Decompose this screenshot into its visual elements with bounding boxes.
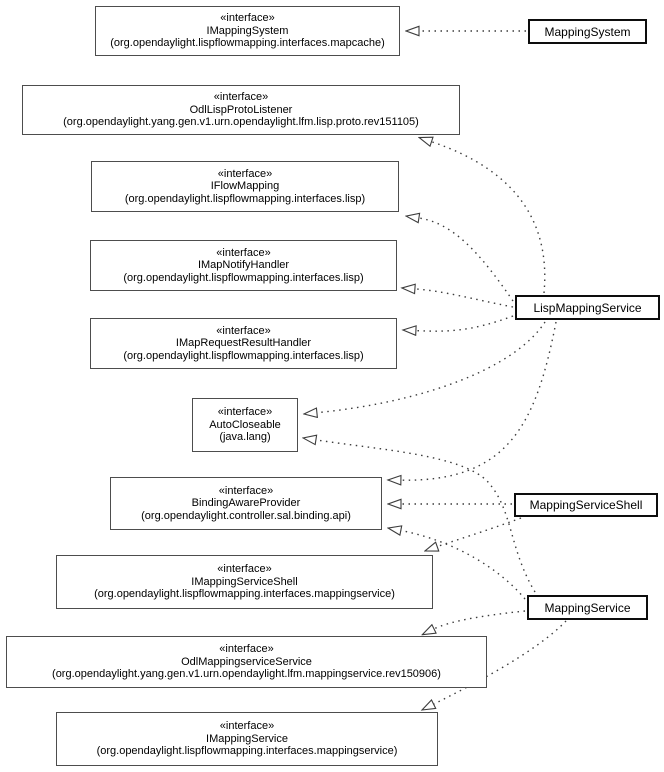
interface-name: OdlMappingserviceService bbox=[181, 655, 312, 668]
edge-lispmappingservice-iflowmapping bbox=[419, 218, 513, 301]
interface-box-imappingservice[interactable] bbox=[56, 712, 438, 766]
interface-box-odlmappingserviceservice[interactable] bbox=[6, 636, 487, 688]
interface-package: (org.opendaylight.lispflowmapping.interfaces.lisp) bbox=[123, 271, 364, 284]
interface-box-imaprequestresulthandler[interactable] bbox=[90, 318, 397, 369]
interface-name: IMappingService bbox=[206, 732, 288, 745]
stereotype-label: «interface» bbox=[217, 563, 272, 576]
interface-package: (java.lang) bbox=[219, 431, 271, 444]
interface-box-imappingsystem[interactable] bbox=[95, 6, 400, 56]
stereotype-label: «interface» bbox=[213, 91, 269, 104]
class-name: MappingServiceShell bbox=[529, 498, 643, 512]
interface-name: IMappingSystem bbox=[206, 24, 289, 37]
interface-box-autocloseable[interactable] bbox=[192, 398, 298, 452]
interface-name: IMappingServiceShell bbox=[191, 575, 298, 588]
interface-package: (org.opendaylight.controller.sal.binding.api) bbox=[141, 509, 351, 522]
interface-name: OdlLispProtoListener bbox=[189, 103, 293, 116]
interface-package: (org.opendaylight.yang.gen.v1.urn.opendaylight.lfm.mappingservice.rev150906) bbox=[52, 668, 441, 681]
edge-mappingserviceshell-imappingserviceshell bbox=[437, 518, 521, 547]
class-box-mappingsystem[interactable] bbox=[528, 19, 647, 44]
stereotype-label: «interface» bbox=[216, 246, 271, 259]
interface-box-iflowmapping[interactable] bbox=[91, 161, 399, 212]
edge-lispmappingservice-imapnotifyhandler bbox=[415, 289, 513, 307]
interface-box-imappingserviceshell[interactable] bbox=[56, 555, 433, 609]
interface-package: (org.opendaylight.lispflowmapping.interfaces.lisp) bbox=[124, 192, 366, 205]
class-name: MappingService bbox=[544, 600, 631, 615]
class-box-lispmappingservice[interactable] bbox=[515, 295, 660, 320]
edge-lispmappingservice-bindingawareprovider bbox=[401, 322, 556, 480]
stereotype-label: «interface» bbox=[216, 324, 271, 337]
class-box-mappingservice[interactable] bbox=[527, 595, 648, 620]
stereotype-label: «interface» bbox=[217, 167, 273, 180]
interface-name: IMapRequestResultHandler bbox=[175, 337, 312, 350]
stereotype-label: «interface» bbox=[219, 643, 274, 656]
edge-mappingservice-odlmappingserviceservice bbox=[434, 611, 525, 629]
interface-package: (org.opendaylight.lispflowmapping.interfaces.lisp) bbox=[123, 349, 364, 362]
stereotype-label: «interface» bbox=[219, 720, 275, 733]
interface-box-imapnotifyhandler[interactable] bbox=[90, 240, 397, 291]
interface-name: AutoCloseable bbox=[209, 418, 281, 431]
interface-name: IFlowMapping bbox=[210, 180, 280, 193]
interface-package: (org.opendaylight.yang.gen.v1.urn.opendaylight.lfm.lisp.proto.rev151105) bbox=[63, 116, 419, 129]
interface-name: IMapNotifyHandler bbox=[197, 259, 290, 272]
interface-package: (org.opendaylight.lispflowmapping.interfaces.mappingservice) bbox=[96, 745, 398, 758]
edge-lispmappingservice-odllispprotolistener bbox=[432, 142, 545, 293]
edge-lispmappingservice-imaprequestresulthandler bbox=[416, 316, 513, 331]
stereotype-label: «interface» bbox=[220, 12, 275, 25]
interface-box-odllispprotolistener[interactable] bbox=[22, 85, 460, 135]
interface-name: BindingAwareProvider bbox=[191, 497, 301, 510]
interface-box-bindingawareprovider[interactable] bbox=[110, 477, 382, 530]
stereotype-label: «interface» bbox=[218, 484, 274, 497]
class-name: LispMappingService bbox=[533, 300, 642, 315]
stereotype-label: «interface» bbox=[217, 406, 273, 419]
interface-package: (org.opendaylight.lispflowmapping.interfaces.mapcache) bbox=[110, 37, 385, 50]
class-box-mappingserviceshell[interactable] bbox=[514, 493, 658, 517]
interface-package: (org.opendaylight.lispflowmapping.interfaces.mappingservice) bbox=[94, 588, 395, 601]
class-name: MappingSystem bbox=[544, 24, 631, 39]
